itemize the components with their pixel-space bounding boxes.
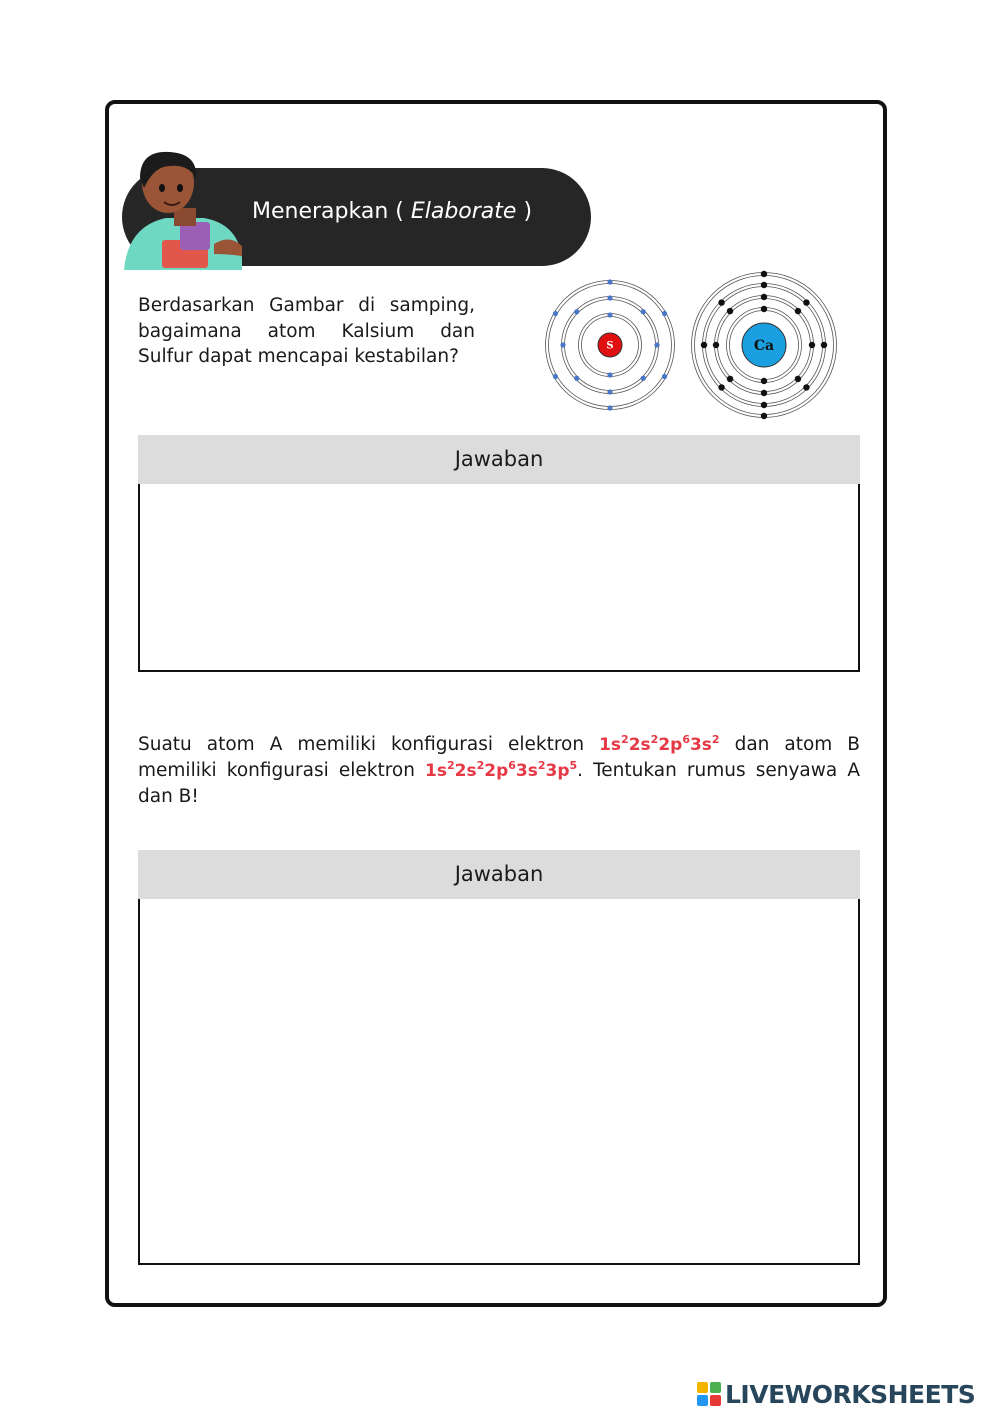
electron [662, 311, 667, 316]
answer-input-1[interactable] [138, 484, 860, 672]
electron [641, 376, 646, 381]
electron [553, 374, 558, 379]
electron [727, 376, 733, 382]
electron [761, 402, 767, 408]
atom-diagrams [540, 268, 840, 424]
question-2-text: Suatu atom A memiliki konfigurasi elektron $1s^22s^22p^63s^2$ dan atom B memiliki konfigurasi elektron $1s^22s^22p^63s^23p^5$. Tentukan rumus senyawa A dan B! [138, 733, 860, 807]
electron [761, 378, 767, 384]
electron [803, 299, 809, 305]
electron [607, 372, 612, 377]
element-symbol: S [606, 340, 614, 352]
electron [574, 376, 579, 381]
electron [761, 282, 767, 288]
answer-box-1 [138, 435, 860, 672]
electron [654, 342, 659, 347]
electron [761, 271, 767, 277]
electron [761, 306, 767, 312]
answer-heading-2: Jawaban [138, 850, 860, 899]
electron [727, 308, 733, 314]
calcium-atom-diagram [692, 271, 837, 419]
answer-input-2[interactable] [138, 899, 860, 1265]
electron [607, 312, 612, 317]
electron [607, 405, 612, 410]
electron [607, 389, 612, 394]
electron [553, 311, 558, 316]
electron [718, 384, 724, 390]
electron [803, 384, 809, 390]
electron [701, 342, 707, 348]
electron [574, 309, 579, 314]
liveworksheets-logo: LIVEWORKSHEETS [697, 1378, 975, 1410]
electron [641, 309, 646, 314]
element-symbol: Ca [753, 337, 775, 354]
question-1-text: Berdasarkan Gambar di samping, bagaimana atom Kalsium dan Sulfur dapat mencapai kestabilan? [138, 295, 475, 367]
electron [795, 376, 801, 382]
logo-icon [697, 1382, 721, 1406]
electron [713, 342, 719, 348]
electron [761, 413, 767, 419]
sulfur-atom-diagram [546, 279, 675, 410]
config-a: $1s^22s^22p^63s^2$ [599, 733, 720, 755]
student-avatar-illustration [118, 148, 250, 270]
electron [662, 374, 667, 379]
electron [821, 342, 827, 348]
electron [809, 342, 815, 348]
electron [761, 294, 767, 300]
electron [761, 390, 767, 396]
electron [560, 342, 565, 347]
answer-box-2 [138, 850, 860, 1265]
electron [607, 295, 612, 300]
electron [795, 308, 801, 314]
answer-heading-1: Jawaban [138, 435, 860, 484]
electron [607, 279, 612, 284]
section-title: Menerapkan ( Elaborate ) [252, 199, 533, 224]
config-b: $1s^22s^22p^63s^23p^5$ [425, 759, 578, 781]
electron [718, 299, 724, 305]
